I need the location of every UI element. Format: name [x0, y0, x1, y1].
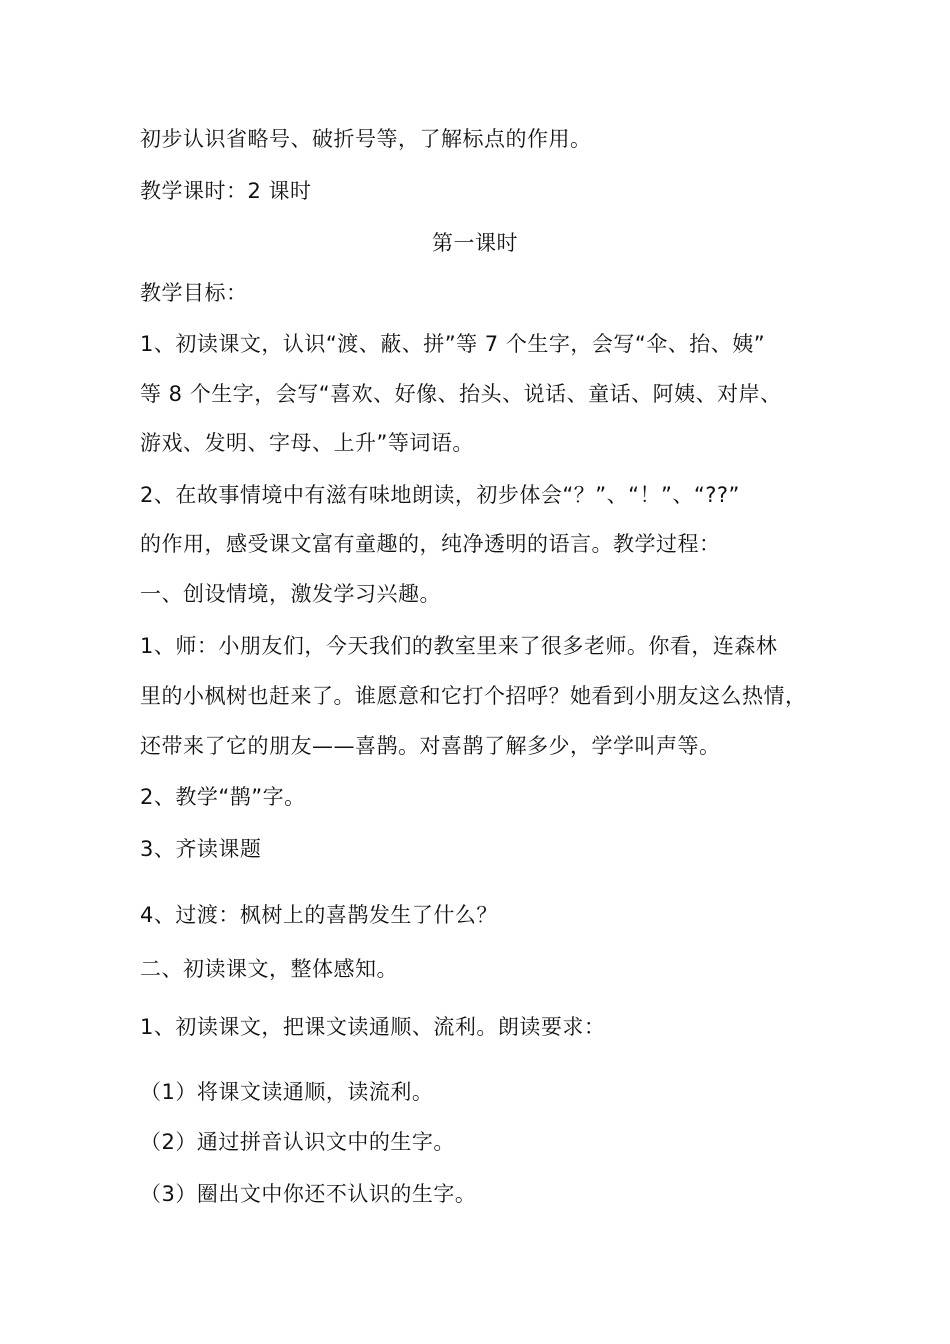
text-line-teacher-b: 里的小枫树也赶来了。谁愿意和它打个招呼？她看到小朋友这么热情， [140, 684, 807, 708]
text-line-teacher-c: 还带来了它的朋友——喜鹊。对喜鹊了解多少，学学叫声等。 [140, 734, 721, 758]
section-heading-first-lesson: 第一课时 [432, 231, 518, 255]
text-line-req-3: （3）圈出文中你还不认识的生字。 [140, 1182, 477, 1206]
text-line-req-1: （1）将课文读通顺，读流利。 [140, 1080, 434, 1104]
text-line-goal-2b: 的作用，感受课文富有童趣的，纯净透明的语言。教学过程： [140, 532, 721, 556]
text-line-section-1: 一、创设情境，激发学习兴趣。 [140, 582, 441, 606]
text-line-teacher-a: 1、师：小朋友们，今天我们的教室里来了很多老师。你看，连森林 [140, 634, 778, 658]
text-line-lesson-hours: 教学课时：2 课时 [140, 179, 312, 203]
text-line-section-2: 二、初读课文，整体感知。 [140, 957, 398, 981]
text-line-goal-1b: 等 8 个生字，会写“喜欢、好像、抬头、说话、童话、阿姨、对岸、 [140, 382, 782, 406]
text-line-goals-heading: 教学目标： [140, 281, 248, 305]
text-line-goal-2a: 2、在故事情境中有滋有味地朗读，初步体会“？”、“！”、“??” [140, 483, 740, 507]
text-line-step-4: 4、过渡：枫树上的喜鹊发生了什么？ [140, 903, 498, 927]
text-line-step-2: 2、教学“鹊”字。 [140, 785, 306, 809]
text-line-goal-1c: 游戏、发明、字母、上升”等词语。 [140, 431, 474, 455]
text-line-intro: 初步认识省略号、破折号等，了解标点的作用。 [140, 127, 592, 151]
text-line-goal-1a: 1、初读课文，认识“渡、蔽、拼”等 7 个生字，会写“伞、抬、姨” [140, 332, 766, 356]
text-line-req-2: （2）通过拼音认识文中的生字。 [140, 1130, 455, 1154]
text-line-step-3: 3、齐读课题 [140, 837, 262, 861]
text-line-reading-req: 1、初读课文，把课文读通顺、流利。朗读要求： [140, 1015, 606, 1039]
